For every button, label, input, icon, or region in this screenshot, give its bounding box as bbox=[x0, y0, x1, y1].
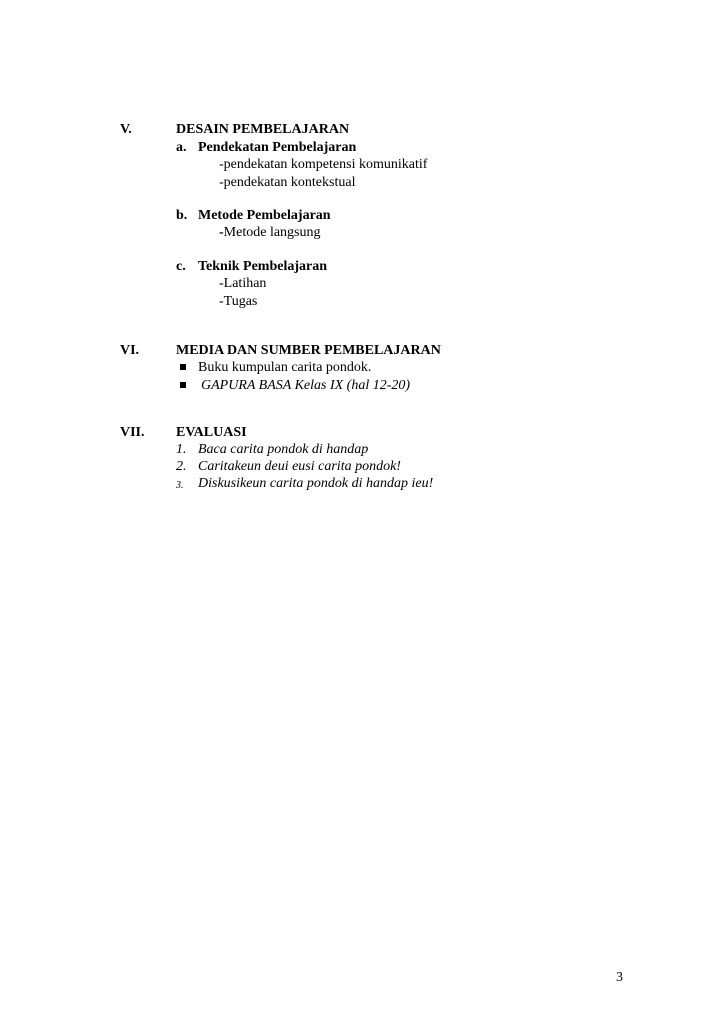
page-number: 3 bbox=[616, 970, 623, 985]
section-vii-item-3-number: 3. bbox=[176, 480, 184, 491]
section-vi-heading: MEDIA DAN SUMBER PEMBELAJARAN bbox=[176, 343, 441, 358]
section-v-c-title: Teknik Pembelajaran bbox=[198, 259, 327, 274]
section-v-a-title: Pendekatan Pembelajaran bbox=[198, 140, 357, 155]
section-vii-heading: EVALUASI bbox=[176, 425, 247, 440]
section-v-b-title: Metode Pembelajaran bbox=[198, 208, 331, 223]
section-vii-item-1-number: 1. bbox=[176, 442, 187, 457]
section-v-a-item-1: -pendekatan kompetensi komunikatif bbox=[219, 157, 428, 172]
section-v-a-item-2: -pendekatan kontekstual bbox=[219, 175, 356, 190]
section-v-a-letter: a. bbox=[176, 140, 187, 155]
section-vii-item-2-number: 2. bbox=[176, 459, 187, 474]
section-v-b-item bbox=[219, 224, 321, 241]
section-v-b-letter: b. bbox=[176, 208, 188, 223]
section-v-b-item-text: Metode langsung bbox=[223, 225, 321, 240]
section-vii-numeral: VII. bbox=[120, 425, 145, 440]
section-v-heading: DESAIN PEMBELAJARAN bbox=[176, 122, 350, 137]
section-v-b-dash: - bbox=[219, 225, 224, 240]
section-vii-item-2-text: Caritakeun deui eusi carita pondok! bbox=[198, 459, 401, 474]
section-vi-item-2: GAPURA BASA Kelas IX (hal 12-20) bbox=[201, 378, 411, 393]
section-v-c-item-2: -Tugas bbox=[219, 294, 258, 309]
section-vi-item-1: Buku kumpulan carita pondok. bbox=[198, 360, 372, 375]
section-v-numeral: V. bbox=[120, 122, 132, 137]
section-v-c-item-1: -Latihan bbox=[219, 276, 267, 291]
square-bullet-icon bbox=[180, 364, 186, 370]
section-v-c-letter: c. bbox=[176, 259, 186, 274]
section-vii-item-1-text: Baca carita pondok di handap bbox=[198, 442, 369, 457]
section-vii-item-3-text: Diskusikeun carita pondok di handap ieu! bbox=[198, 476, 434, 491]
section-vi-numeral: VI. bbox=[120, 343, 140, 358]
square-bullet-icon bbox=[180, 382, 186, 388]
